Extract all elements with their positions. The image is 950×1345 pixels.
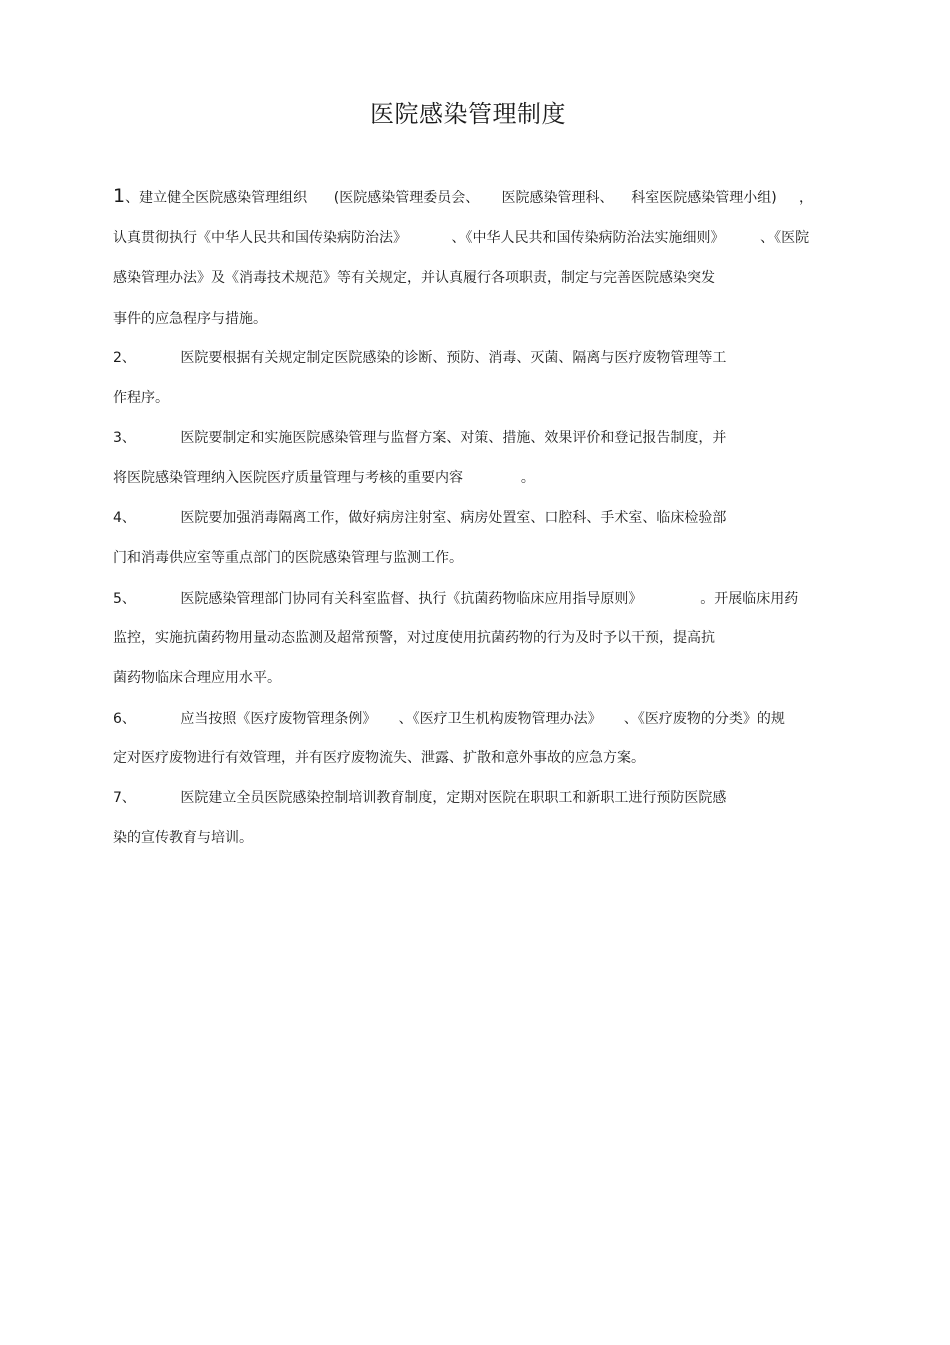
paragraph-4-line-1: 4、 医院要加强消毒隔离工作，做好病房注射室、病房处置室、口腔科、手术室、临床检验部 — [113, 510, 727, 526]
paragraph-6-line-1: 6、 应当按照《医疗废物管理条例》 、《医疗卫生机构废物管理办法》 、《医疗废物的分类》的规 — [113, 711, 785, 727]
paragraph-2-line-2: 作程序。 — [113, 390, 169, 406]
paragraph-1-number: 1 — [113, 185, 126, 207]
paragraph-4-line-2: 门和消毒供应室等重点部门的医院感染管理与监测工作。 — [113, 550, 463, 566]
paragraph-5-line-1: 5、 医院感染管理部门协同有关科室监督、执行《抗菌药物临床应用指导原则》 。开展临床用药 — [113, 591, 799, 607]
paragraph-5-line-2: 监控，实施抗菌药物用量动态监测及超常预警，对过度使用抗菌药物的行为及时予以干预，提高抗 — [113, 630, 715, 646]
paragraph-1-line-2: 认真贯彻执行《中华人民共和国传染病防治法》 、《中华人民共和国传染病防治法实施细则》 、《医院 — [113, 230, 810, 246]
paragraph-3-line-1: 3、 医院要制定和实施医院感染管理与监督方案、对策、措施、效果评价和登记报告制度，并 — [113, 430, 727, 446]
paragraph-7-line-1: 7、 医院建立全员医院感染控制培训教育制度，定期对医院在职职工和新职工进行预防医院感 — [113, 790, 727, 806]
paragraph-7-line-2: 染的宣传教育与培训。 — [113, 830, 253, 846]
document-title: 医院感染管理制度 — [370, 100, 566, 128]
paragraph-6-line-2: 定对医疗废物进行有效管理，并有医疗废物流失、泄露、扩散和意外事故的应急方案。 — [113, 750, 645, 766]
paragraph-1-line-1-text: 、建立健全医院感染管理组织 (医院感染管理委员会、 医院感染管理科、 科室医院感染管理小组) ， — [125, 190, 814, 206]
paragraph-3-line-2: 将医院感染管理纳入医院医疗质量管理与考核的重要内容 。 — [113, 470, 535, 486]
paragraph-1-line-3: 感染管理办法》及《消毒技术规范》等有关规定，并认真履行各项职责，制定与完善医院感染突发 — [113, 270, 715, 286]
paragraph-5-line-3: 菌药物临床合理应用水平。 — [113, 670, 281, 686]
paragraph-1-line-1 — [113, 186, 813, 208]
paragraph-2-line-1: 2、 医院要根据有关规定制定医院感染的诊断、预防、消毒、灭菌、隔离与医疗废物管理等工 — [113, 350, 727, 366]
paragraph-1-line-4: 事件的应急程序与措施。 — [113, 311, 267, 327]
